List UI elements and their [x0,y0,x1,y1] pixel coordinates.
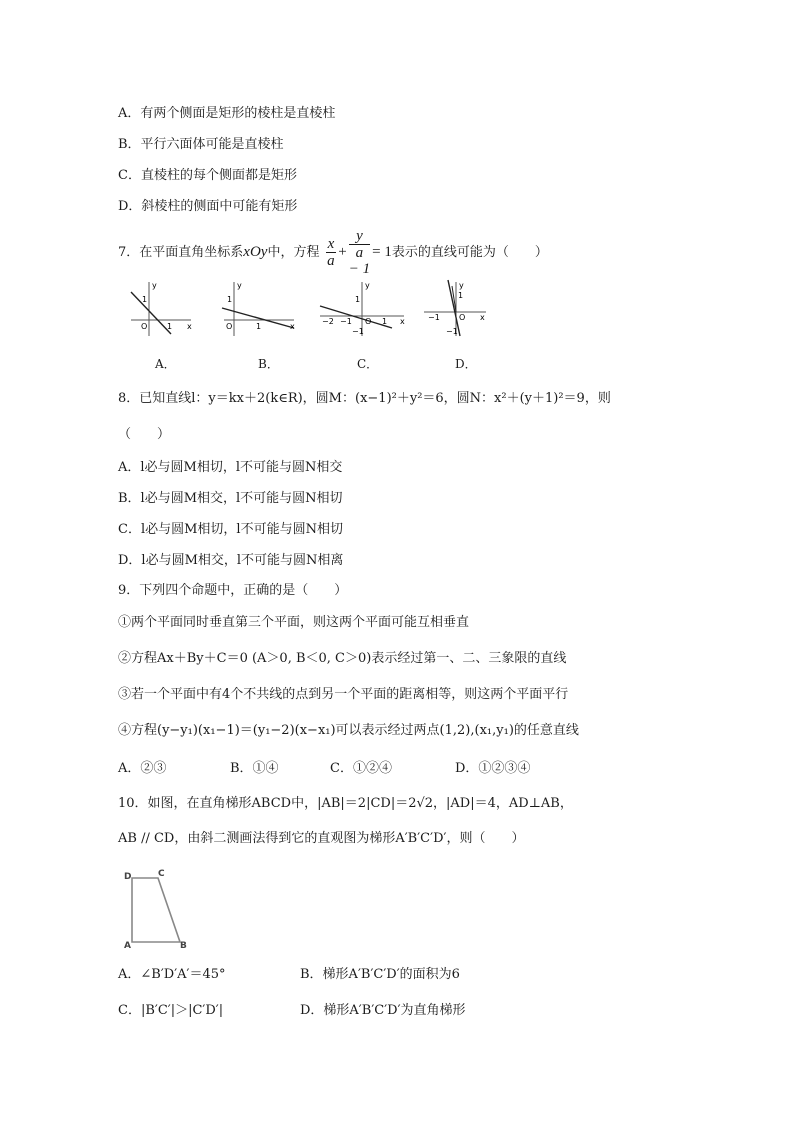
graph-d-x-label: x [480,313,485,322]
q7-graph-label-d: D． [455,357,477,371]
q9-statement-2: ②方程Ax＋By＋C＝0 (A＞0, B＜0, C＞0)表示经过第一、二、三象限的直线 [118,651,567,666]
graph-d-tick-1y: 1 [458,291,464,300]
q8-stem: 8．已知直线l：y＝kx＋2(k∈R)，圆M：(x−1)²＋y²＝6，圆N：x²＋(y＋1)²＝9，则 [118,391,611,406]
q7-stem-before: 7．在平面直角坐标系 [118,245,244,260]
q7-coord: xOy [243,244,268,260]
q8-option-d: D．l必与圆M相交，l不可能与圆N相离 [118,553,344,568]
q10-option-c: C．|B′C′|＞|C′D′| [118,1003,224,1018]
fraction-y-over-a-minus-1: y a − 1 [348,228,371,277]
figure-label-d: D [124,872,132,882]
q9-option-a: A．②③ [118,761,167,776]
graph-d-tick-neg1x: −1 [428,313,440,322]
graph-b-x-label: x [290,322,295,331]
q7-graph-b [218,278,298,338]
q6-option-d: D．斜棱柱的侧面中可能有矩形 [118,199,298,214]
q7-stem-after: 表示的直线可能为（ ） [391,245,548,260]
graph-d-tick-neg1y: −1 [446,327,458,336]
q9-statement-1: ①两个平面同时垂直第三个平面，则这两个平面可能互相垂直 [118,615,470,630]
graph-c-y-label: y [365,281,370,290]
q7-graph-label-a: A． [155,357,176,371]
graph-a-x-label: x [187,322,192,331]
q7-graph-c [318,278,408,338]
q7-graph-label-b: B． [258,357,279,371]
q7-graph-d [420,278,490,338]
q10-trapezoid-figure [122,866,194,952]
graph-b-tick-1x: 1 [256,322,262,331]
q7-graph-label-c: C． [357,357,379,371]
graph-c-origin: O [365,317,372,326]
graph-d-y-label: y [459,281,464,290]
graph-c-tick-1x: 1 [382,317,388,326]
q6-option-a: A．有两个侧面是矩形的棱柱是直棱柱 [118,106,336,121]
q7-graph-a [125,278,195,338]
q9-statement-3: ③若一个平面中有4个不共线的点到另一个平面的距离相等，则这两个平面平行 [118,687,569,702]
q7-stem-mid: 中，方程 [267,245,320,260]
graph-a-origin: O [141,322,148,331]
q6-option-b: B．平行六面体可能是直棱柱 [118,137,284,152]
q10-option-a: A．∠B′D′A′＝45° [118,967,226,982]
graph-a-y-label: y [152,281,157,290]
graph-c-tick-1y: 1 [355,295,361,304]
q10-stem-1: 10．如图，在直角梯形ABCD中，|AB|＝2|CD|＝2√2，|AD|＝4，AD⊥AB， [118,796,573,811]
graph-d-origin: O [459,313,466,322]
graph-c-tick-neg1: −1 [340,317,352,326]
graph-b-y-label: y [237,281,242,290]
q9-option-c: C．①②④ [330,761,392,776]
graph-b-tick-1y: 1 [227,295,233,304]
q10-stem-2: AB // CD，由斜二测画法得到它的直观图为梯形A′B′C′D′，则（ ） [118,831,525,846]
q8-option-a: A．l必与圆M相切，l不可能与圆N相交 [118,460,343,475]
q8-paren: （ ） [118,427,171,442]
q9-option-b: B．①④ [230,761,279,776]
graph-a-tick-1y: 1 [142,295,148,304]
figure-label-a: A [124,941,131,951]
q8-option-b: B．l必与圆M相交，l不可能与圆N相切 [118,491,343,506]
q9-statement-4: ④方程(y−y₁)(x₁−1)＝(y₁−2)(x−x₁)可以表示经过两点(1,2),(x₁,y₁)的任意直线 [118,723,579,738]
graph-b-origin: O [226,322,233,331]
q9-option-d: D．①②③④ [455,761,531,776]
figure-label-c: C [158,869,165,879]
graph-c-x-label: x [400,317,405,326]
q10-option-d: D．梯形A′B′C′D′为直角梯形 [300,1003,466,1018]
q6-option-c: C．直棱柱的每个侧面都是矩形 [118,168,297,183]
fraction-x-over-a: $\frac{x}{a}$ [327,236,335,269]
graph-a-tick-1x: 1 [167,322,173,331]
q7-stem: 7．在平面直角坐标系xOy中，方程 $\frac{x}{a}$ + y a − 1 = 1表示的直线可能为（ ） [118,228,548,277]
q10-option-b: B．梯形A′B′C′D′的面积为6 [300,967,460,982]
q9-stem: 9．下列四个命题中，正确的是（ ） [118,583,348,598]
graph-c-tick-neg1y: −1 [352,327,364,336]
q8-option-c: C．l必与圆M相切，l不可能与圆N相切 [118,522,343,537]
figure-label-b: B [180,941,187,951]
graph-c-tick-neg2: −2 [322,317,334,326]
